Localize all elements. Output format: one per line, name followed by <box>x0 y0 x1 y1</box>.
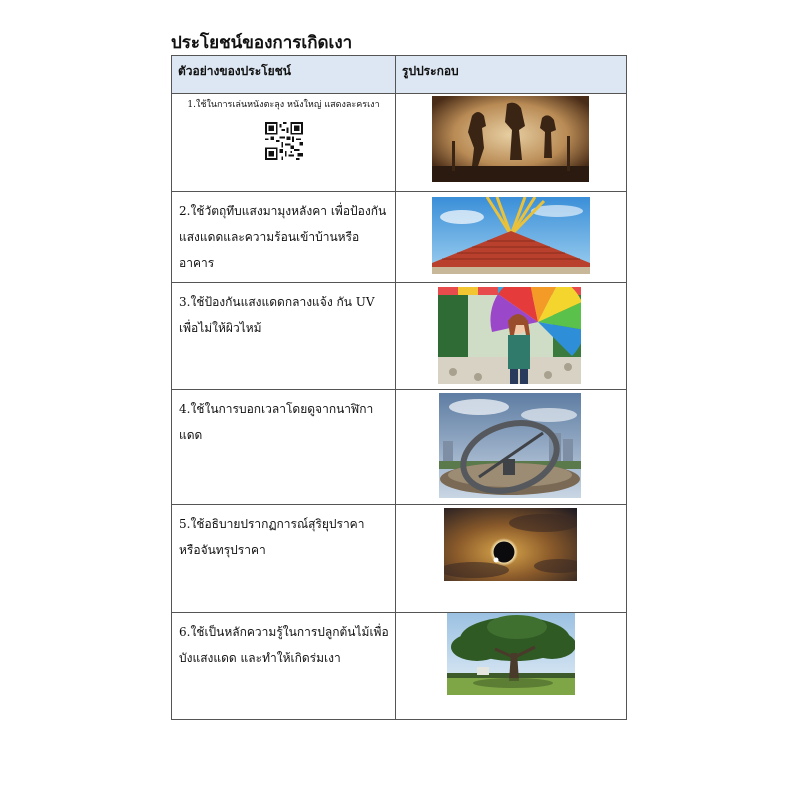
row-text: 6.ใช้เป็นหลักความรู้ในการปลูกต้นไม้เพื่อบังแสงแดด และทำให้เกิดร่มเงา <box>179 625 389 665</box>
table-row <box>172 192 627 283</box>
umbrella-girl-image <box>438 287 581 384</box>
shade-tree-image <box>447 613 575 695</box>
table-row <box>172 505 627 613</box>
shadow-puppet-image <box>432 96 589 182</box>
sundial-image <box>439 393 581 498</box>
table-row <box>172 94 627 192</box>
table-header-row <box>172 56 627 94</box>
row-text: 4.ใช้ในการบอกเวลาโดยดูจากนาฬิกาแดด <box>179 402 374 442</box>
row-text: 2.ใช้วัตถุทึบแสงมามุงหลังคา เพื่อป้องกันแสงแดดและความร้อนเข้าบ้านหรืออาคาร <box>179 204 387 270</box>
qr-code-icon[interactable] <box>265 122 303 160</box>
row-text: 1.ใช้ในการเล่นหนังตะลุง หนังใหญ่ แสดงละครเงา <box>187 100 380 110</box>
tiled-roof-image <box>432 197 590 274</box>
table-row <box>172 390 627 505</box>
row-text: 5.ใช้อธิบายปรากฏการณ์สุริยุปราคา หรือจันทรุปราคา <box>179 517 365 557</box>
page-title: ประโยชน์ของการเกิดเงา <box>171 33 353 53</box>
table-row <box>172 283 627 390</box>
eclipse-image <box>444 508 577 581</box>
header-examples: ตัวอย่างของประโยชน์ <box>172 56 396 94</box>
header-illustration: รูปประกอบ <box>396 56 627 94</box>
table-row <box>172 613 627 720</box>
benefits-table <box>171 55 627 720</box>
row-text: 3.ใช้ป้องกันแสงแดดกลางแจ้ง กัน UV เพื่อไม่ให้ผิวไหม้ <box>179 295 375 335</box>
